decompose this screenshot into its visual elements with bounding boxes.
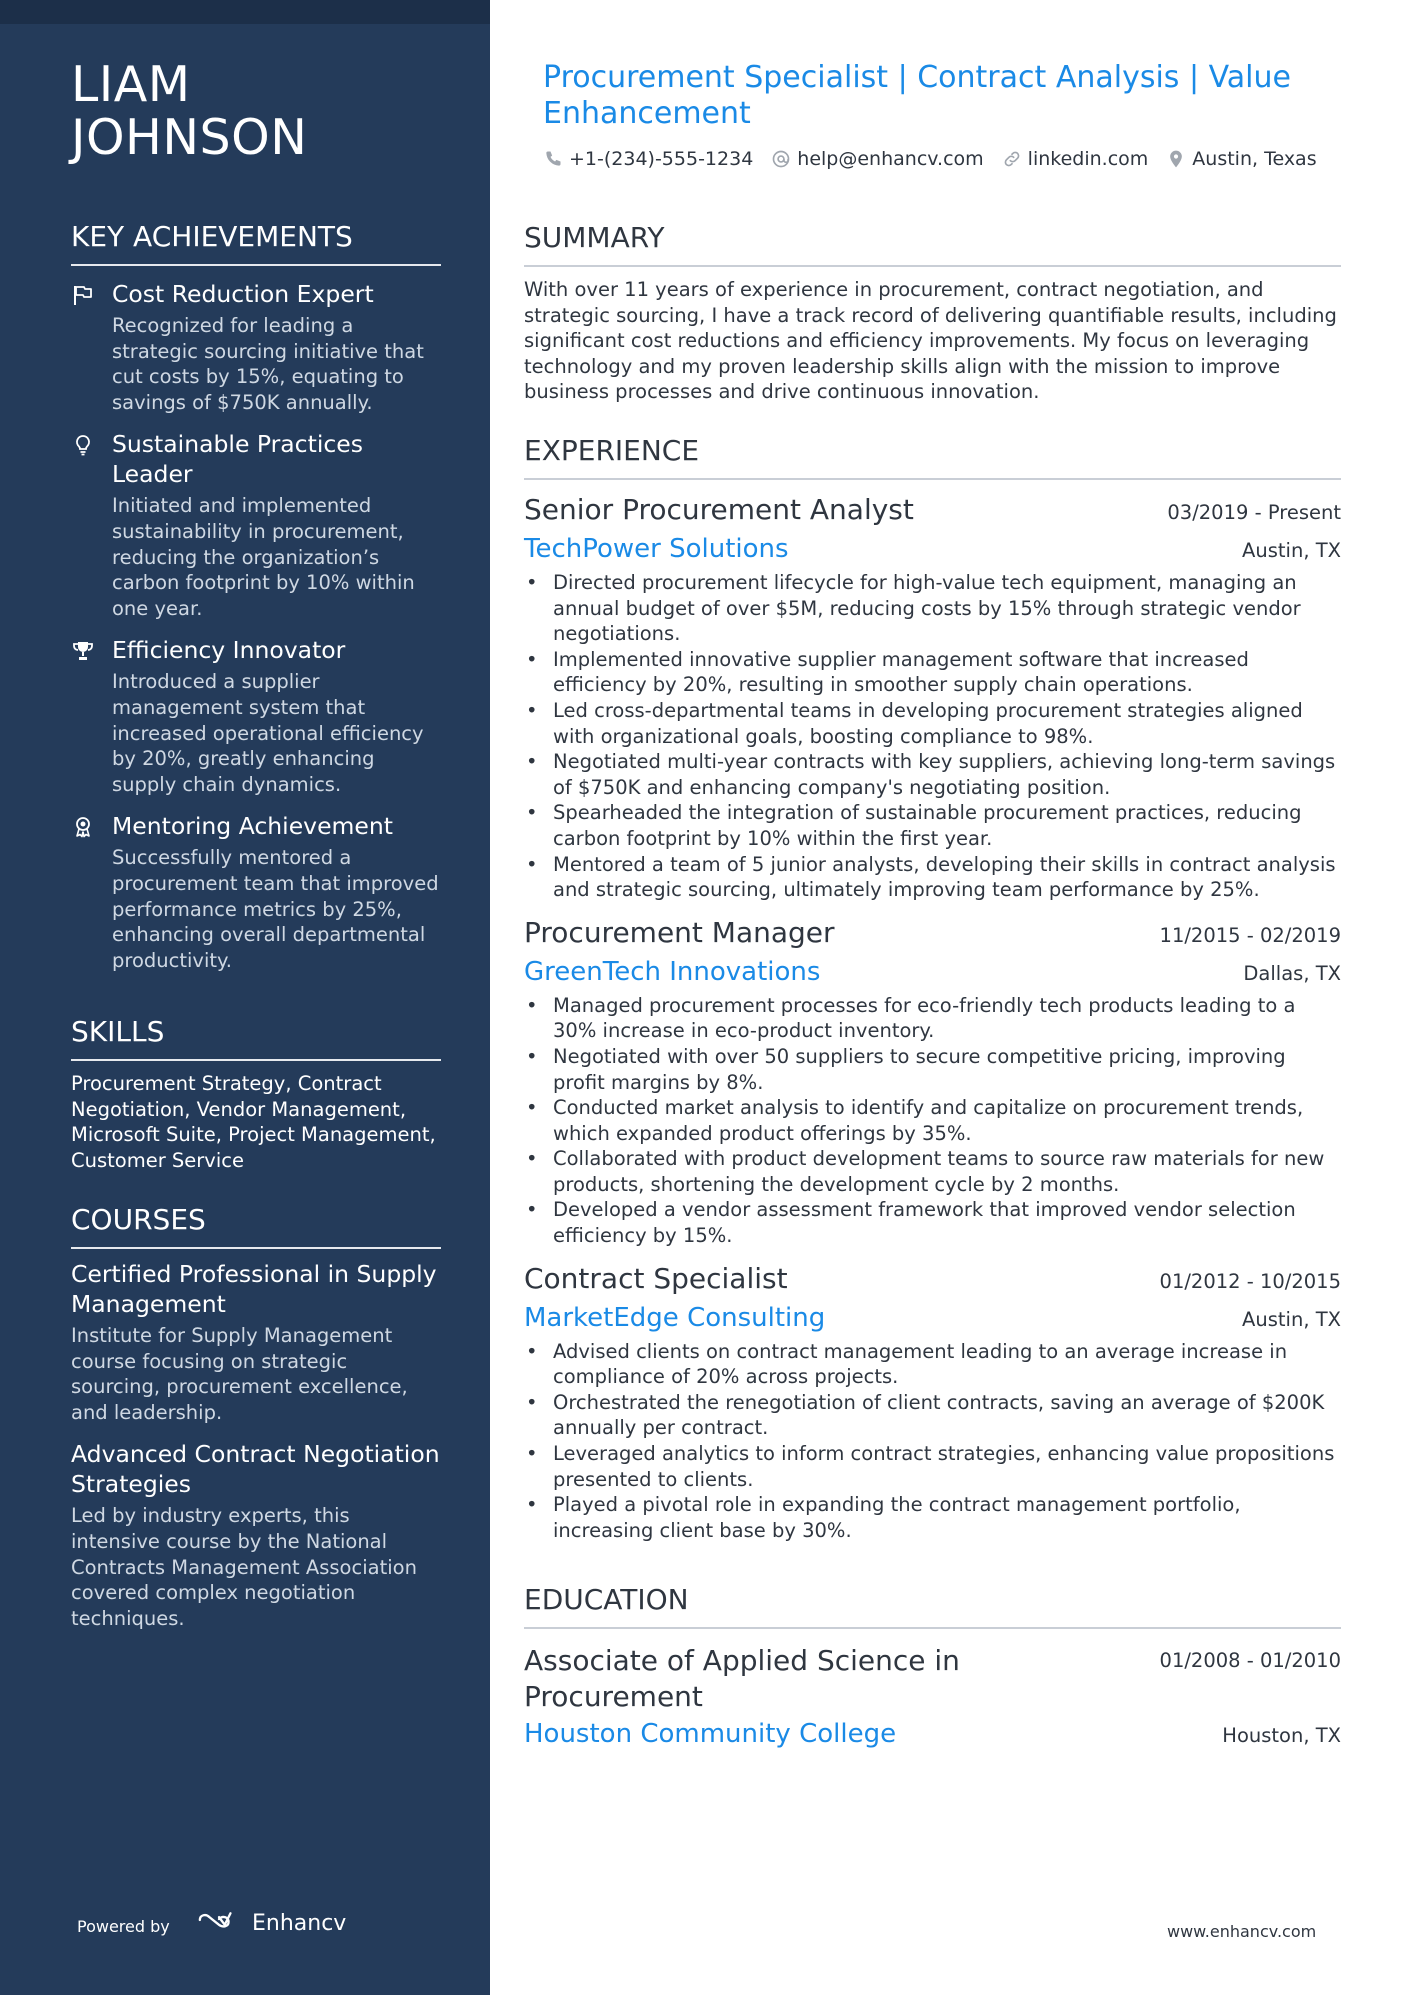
phone-icon: [543, 149, 563, 169]
headline: Procurement Specialist | Contract Analysis | Value Enhancement: [543, 60, 1291, 131]
enhancv-logo-icon: [196, 1908, 242, 1938]
courses-section: [71, 1203, 441, 1631]
name-last: JOHNSON: [71, 109, 308, 166]
key-achievements-heading: KEY ACHIEVEMENTS: [71, 220, 441, 266]
school-location: Houston, TX: [1222, 1724, 1341, 1747]
course-item: [71, 1259, 441, 1425]
skills-heading: SKILLS: [71, 1015, 441, 1061]
courses-heading: COURSES: [71, 1203, 441, 1249]
bullet-item: • Collaborated with product development teams to source raw materials for new products, shortening the development cycle by 2 months.: [524, 1146, 1341, 1197]
course-item: [71, 1439, 441, 1631]
job-location: Dallas, TX: [1243, 961, 1341, 985]
job-location: Austin, TX: [1242, 1307, 1341, 1331]
phone-text: +1-(234)-555-1234: [569, 148, 754, 170]
powered-by-label: Powered by: [77, 1917, 170, 1936]
award-icon: [71, 815, 95, 839]
job-dates: 01/2012 - 10/2015: [1159, 1269, 1341, 1293]
achievement-title: Mentoring Achievement: [112, 812, 393, 841]
job-dates: 11/2015 - 02/2019: [1159, 923, 1341, 947]
contact-linkedin[interactable]: [1002, 148, 1149, 170]
education-section: [524, 1583, 1341, 1753]
education-heading: EDUCATION: [524, 1583, 1341, 1629]
bullet-item: • Leveraged analytics to inform contract strategies, enhancing value propositions presented to clients.: [524, 1441, 1341, 1492]
achievement-item: [71, 279, 441, 415]
job-dates: 03/2019 - Present: [1167, 501, 1341, 524]
course-desc: Institute for Supply Management course focusing on strategic sourcing, procurement excellence, and leadership.: [71, 1324, 408, 1424]
summary-heading: SUMMARY: [524, 221, 1341, 267]
candidate-name: [71, 58, 451, 164]
course-desc: Led by industry experts, this intensive course by the National Contracts Management Association covered complex negotiation techniques.: [71, 1504, 417, 1630]
location-pin-icon: [1166, 149, 1186, 169]
degree-title: Associate of Applied Science in Procurement: [524, 1644, 960, 1713]
bullet-item: • Negotiated multi-year contracts with key suppliers, achieving long-term savings of $750K and enhancing company's negotiating position.: [524, 749, 1341, 800]
achievement-desc: Introduced a supplier management system that increased operational efficiency by 20%, greatly enhancing supply chain dynamics.: [112, 670, 424, 796]
bullet-item: • Advised clients on contract management leading to an average increase in compliance of 20% across projects.: [524, 1339, 1341, 1390]
at-icon: [771, 149, 791, 169]
contact-phone[interactable]: [543, 148, 753, 170]
bullet-item: • Led cross-departmental teams in developing procurement strategies aligned with organizational goals, boosting compliance to 98%.: [524, 698, 1341, 749]
contact-email[interactable]: [771, 148, 983, 170]
job-title: Senior Procurement Analyst: [524, 493, 914, 526]
achievement-title: Sustainable Practices Leader: [112, 430, 363, 489]
achievement-item: [71, 811, 441, 973]
job-entry: [524, 913, 1341, 1249]
achievement-desc: Recognized for leading a strategic sourcing initiative that cut costs by 15%, equating to savings of $750K annually.: [112, 314, 424, 414]
job-bullets: [524, 993, 1341, 1249]
trophy-icon: [71, 639, 95, 663]
job-bullets: [524, 1339, 1341, 1544]
name-first: LIAM: [71, 56, 191, 113]
footer-url[interactable]: www.enhancv.com: [1167, 1922, 1317, 1941]
bullet-item: • Negotiated with over 50 suppliers to secure competitive pricing, improving profit margins by 8%.: [524, 1044, 1341, 1095]
achievement-title: Efficiency Innovator: [112, 636, 346, 665]
job-entry: [524, 1259, 1341, 1544]
experience-section: [524, 434, 1341, 1543]
job-bullets: [524, 570, 1341, 903]
skills-section: [71, 1015, 441, 1173]
achievement-desc: Successfully mentored a procurement team that improved performance metrics by 25%, enhancing overall departmental productivity.: [112, 846, 439, 972]
lightbulb-icon: [71, 433, 95, 457]
school-name[interactable]: Houston Community College: [524, 1719, 897, 1749]
bullet-item: • Conducted market analysis to identify and capitalize on procurement trends, which expanded product offerings by 35%.: [524, 1095, 1341, 1146]
job-company[interactable]: GreenTech Innovations: [524, 956, 821, 987]
bullet-item: • Played a pivotal role in expanding the contract management portfolio, increasing client base by 30%.: [524, 1492, 1341, 1543]
education-entry: [524, 1643, 1341, 1753]
education-dates: 01/2008 - 01/2010: [1159, 1649, 1341, 1672]
experience-heading: EXPERIENCE: [524, 434, 1341, 480]
achievement-desc: Initiated and implemented sustainability in procurement, reducing the organization’s carbon footprint by 10% within one year.: [112, 494, 415, 620]
contact-bar: [543, 148, 1317, 170]
bullet-item: • Directed procurement lifecycle for high-value tech equipment, managing an annual budget of over $5M, reducing costs by 15% through strategic vendor negotiations.: [524, 570, 1341, 647]
bullet-item: • Developed a vendor assessment framework that improved vendor selection efficiency by 15%.: [524, 1197, 1341, 1248]
bullet-item: • Spearheaded the integration of sustainable procurement practices, reducing carbon footprint by 10% within the first year.: [524, 800, 1341, 851]
job-title: Contract Specialist: [524, 1261, 788, 1295]
link-icon: [1002, 149, 1022, 169]
achievement-title: Cost Reduction Expert: [112, 280, 374, 308]
flag-icon: [71, 283, 95, 307]
bullet-item: • Mentored a team of 5 junior analysts, developing their skills in contract analysis and strategic sourcing, ultimately improving team performance by 25%.: [524, 852, 1341, 903]
brand-logo[interactable]: [196, 1908, 346, 1938]
email-text: help@enhancv.com: [797, 148, 984, 170]
sidebar: [0, 0, 490, 1995]
course-title: Certified Professional in Supply Management: [71, 1260, 437, 1318]
course-title: Advanced Contract Negotiation Strategies: [71, 1440, 440, 1499]
location-text: Austin, Texas: [1192, 148, 1317, 170]
job-company[interactable]: TechPower Solutions: [524, 534, 789, 564]
key-achievements-section: [71, 220, 441, 973]
job-company[interactable]: MarketEdge Consulting: [524, 1302, 826, 1333]
skills-list: Procurement Strategy, Contract Negotiation, Vendor Management, Microsoft Suite, Project Management, Customer Service: [71, 1072, 436, 1172]
linkedin-text: linkedin.com: [1027, 148, 1149, 170]
bullet-item: • Managed procurement processes for eco-friendly tech products leading to a 30% increase in eco-product inventory.: [524, 993, 1341, 1044]
achievement-item: [71, 635, 441, 797]
contact-location: [1166, 148, 1316, 170]
sidebar-top-bar: [0, 0, 490, 24]
brand-name: Enhancv: [252, 1910, 347, 1936]
job-title: Procurement Manager: [524, 915, 835, 949]
summary-section: [524, 221, 1341, 405]
bullet-item: • Implemented innovative supplier management software that increased efficiency by 20%, resulting in smoother supply chain operations.: [524, 647, 1341, 698]
job-location: Austin, TX: [1242, 539, 1341, 562]
summary-text: With over 11 years of experience in procurement, contract negotiation, and strategic sourcing, I have a track record of delivering quantifiable results, including significant cost reductions and efficiency improvements. My focus on leveraging technology and my proven leadership skills align with the mission to improve business processes and drive continuous innovation.: [524, 278, 1337, 404]
job-entry: [524, 490, 1341, 903]
bullet-item: • Orchestrated the renegotiation of client contracts, saving an average of $200K annually per contract.: [524, 1390, 1341, 1441]
achievement-item: [71, 429, 441, 621]
